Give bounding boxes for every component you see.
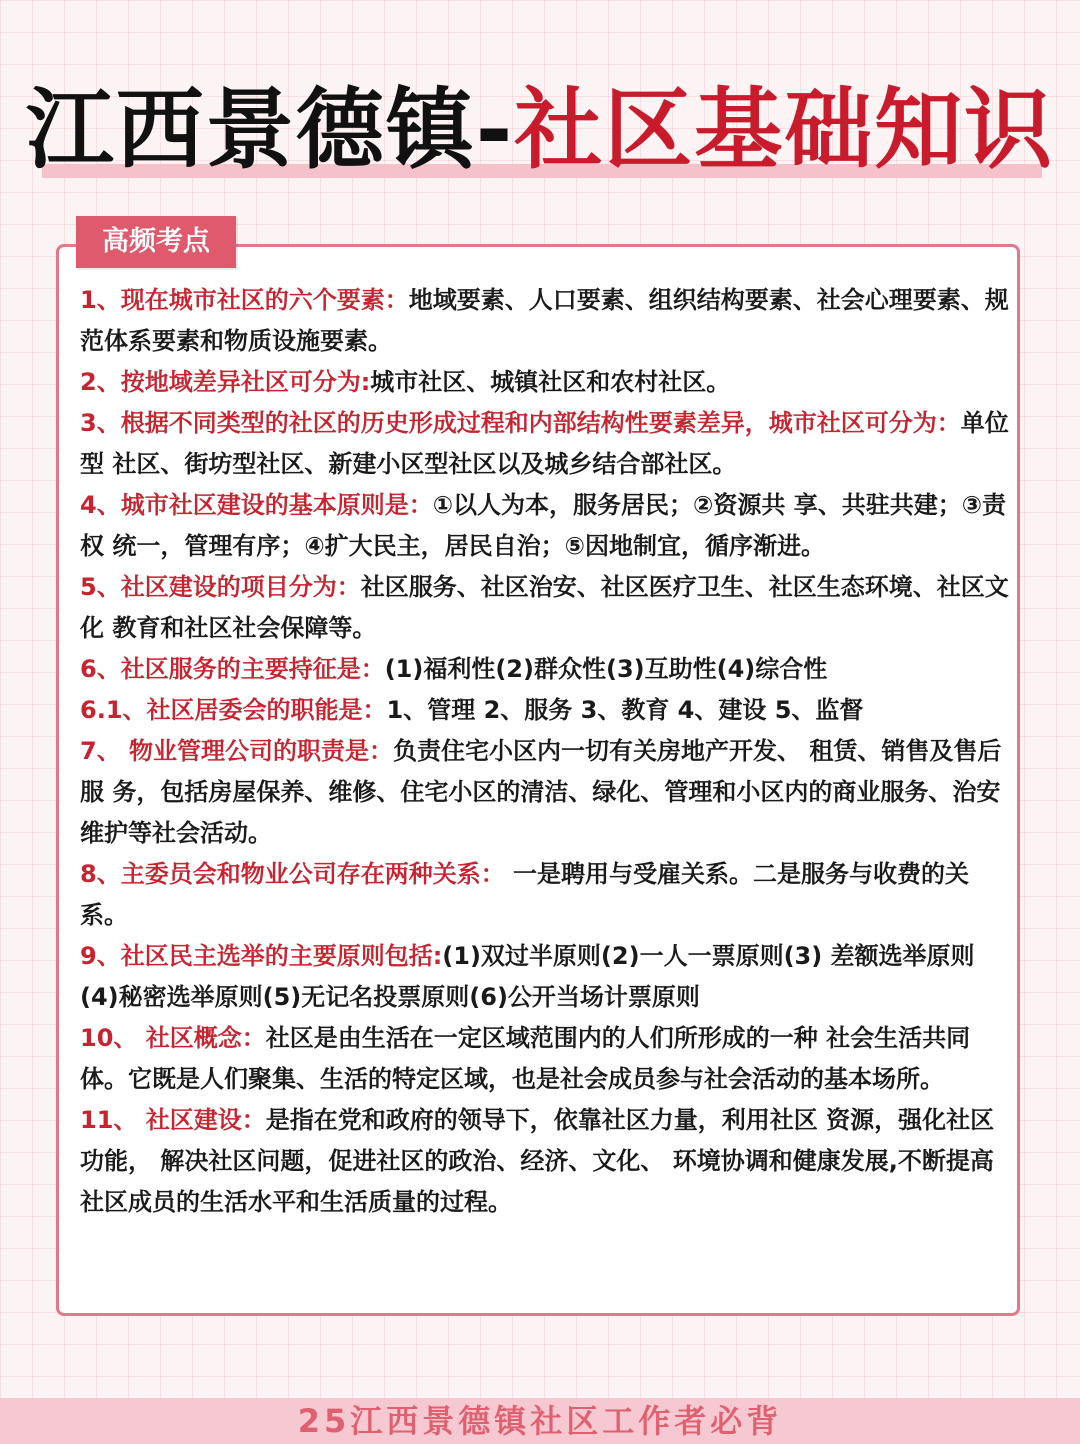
item-label: 7、 物业管理公司的职责是： xyxy=(80,737,394,765)
item-text: 社区服务、社区治安、社区医疗卫生、社区生态环境、社区文化 教育和社区社会保障等。 xyxy=(80,573,1009,642)
item-label: 6、社区服务的主要持征是： xyxy=(80,655,385,683)
list-item xyxy=(80,280,1012,362)
item-text: 社区是由生活在一定区域范围内的人们所形成的一种 社会生活共同体。它既是人们聚集、生活的特定区域，也是社会成员参与社会活动的基本场所。 xyxy=(80,1024,971,1093)
item-text: (1)双过半原则(2)一人一票原则(3) 差额选举原则(4)秘密选举原则(5)无记名投票原则(6)公开当场计票原则 xyxy=(80,942,975,1011)
footer-text: 25江西景德镇社区工作者必背 xyxy=(297,1402,783,1440)
title-part-location: 江西景德镇- xyxy=(25,78,515,181)
item-text: 一是聘用与受雇关系。二是服务与收费的关系。 xyxy=(80,860,970,929)
list-item xyxy=(80,936,1012,1018)
list-item xyxy=(80,649,1012,690)
list-item xyxy=(80,690,1012,731)
list-item xyxy=(80,403,1012,485)
item-text: 负责住宅小区内一切有关房地产开发、 租赁、销售及售后服 务，包括房屋保养、维修、住宅小区的清洁、绿化、管理和小区内的商业服务、治安维护等社会活动。 xyxy=(80,737,1002,847)
item-text: 1、管理 2、服务 3、教育 4、建设 5、监督 xyxy=(386,696,864,724)
item-label: 2、按地域差异社区可分为: xyxy=(80,368,371,396)
section-tag: 高频考点 xyxy=(76,216,236,268)
item-label: 6.1、社区居委会的职能是： xyxy=(80,696,387,724)
item-label: 11、 社区建设： xyxy=(80,1106,266,1134)
list-item xyxy=(80,362,1012,403)
item-label: 5、社区建设的项目分为： xyxy=(80,573,361,601)
item-text: 城市社区、城镇社区和农村社区。 xyxy=(370,368,731,396)
item-label: 1、现在城市社区的六个要素： xyxy=(80,286,409,314)
page-title xyxy=(0,70,1080,190)
item-label: 3、根据不同类型的社区的历史形成过程和内部结构性要素差异，城市社区可分为： xyxy=(80,409,961,437)
list-item xyxy=(80,1100,1012,1223)
item-label: 10、 社区概念： xyxy=(80,1024,266,1052)
item-text: ①以人为本，服务居民；②资源共 享、共驻共建；③责权 统一，管理有序；④扩大民主，居民自治；⑤因地制宜，循序渐进。 xyxy=(80,491,1007,560)
item-label: 9、社区民主选举的主要原则包括: xyxy=(80,942,443,970)
list-item xyxy=(80,485,1012,567)
title-part-topic: 社区基础知识 xyxy=(514,78,1055,181)
list-item xyxy=(80,731,1012,854)
item-text: 是指在党和政府的领导下，依靠社区力量，利用社区 资源，强化社区功能， 解决社区问题，促进社区的政治、经济、文化、 环境协调和健康发展,不断提高社区成员的生活水平和生活质量的过程。 xyxy=(80,1106,995,1216)
list-item xyxy=(80,1018,1012,1100)
item-label: 4、城市社区建设的基本原则是： xyxy=(80,491,433,519)
item-text: 地域要素、人口要素、组织结构要素、社会心理要素、规范体系要素和物质设施要素。 xyxy=(80,286,1009,355)
list-item xyxy=(80,854,1012,936)
item-label: 8、主委员会和物业公司存在两种关系： xyxy=(80,860,505,888)
knowledge-list xyxy=(80,280,1012,1223)
item-text: (1)福利性(2)群众性(3)互助性(4)综合性 xyxy=(384,655,828,683)
footer-banner xyxy=(0,1398,1080,1444)
list-item xyxy=(80,567,1012,649)
item-text: 单位型 社区、街坊型社区、新建小区型社区以及城乡结合部社区。 xyxy=(80,409,1009,478)
